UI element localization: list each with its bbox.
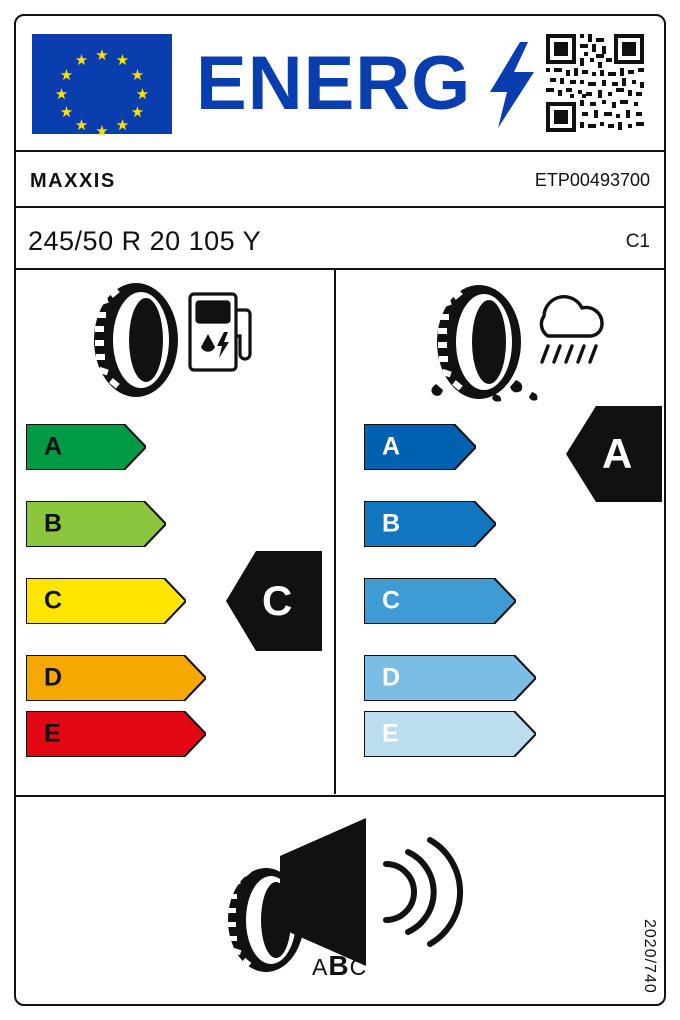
fuel-rating-letter: C bbox=[262, 577, 293, 624]
noise-unit: dB bbox=[339, 872, 364, 894]
divider-top bbox=[16, 150, 664, 152]
divider-brand bbox=[16, 206, 664, 208]
wet-bar-b-label: B bbox=[382, 509, 401, 538]
wet-bar-e-label: E bbox=[382, 719, 399, 748]
fuel-bar-d-label: D bbox=[44, 663, 63, 692]
divider-vertical bbox=[334, 270, 336, 794]
wet-bar-d-label: D bbox=[382, 663, 401, 692]
wet-bar-c-label: C bbox=[382, 586, 401, 615]
fuel-bar-b-label: B bbox=[44, 509, 63, 538]
noise-class-scale bbox=[312, 950, 367, 982]
tyre-class: C1 bbox=[625, 231, 650, 252]
noise-value: 72 bbox=[283, 866, 316, 898]
noise-class-a: A bbox=[312, 954, 329, 980]
fuel-bar-a-label: A bbox=[44, 432, 63, 461]
tyre-rain-cloud-icon bbox=[424, 280, 609, 408]
regulation-date: 2020/740 bbox=[641, 919, 658, 994]
tyre-size: 245/50 R 20 105 Y bbox=[28, 226, 262, 256]
qr-code-icon bbox=[546, 34, 644, 132]
eu-flag-icon: ★ ★ ★ ★ ★ ★ ★ ★ ★ ★ ★ ★ bbox=[32, 34, 172, 134]
lightning-bolt-icon bbox=[490, 42, 534, 128]
fuel-bar-c-label: C bbox=[44, 586, 63, 615]
tyre-fuel-pump-icon bbox=[88, 280, 263, 400]
noise-class-b: B bbox=[328, 950, 350, 981]
wet-bar-a bbox=[364, 424, 476, 470]
wet-bar-a-label: A bbox=[382, 432, 401, 461]
sku-code: ETP00493700 bbox=[534, 170, 650, 190]
brand-name: MAXXIS bbox=[30, 170, 116, 192]
divider-noise bbox=[16, 795, 664, 797]
noise-class-c: C bbox=[349, 954, 368, 980]
fuel-bar-e-label: E bbox=[44, 719, 61, 748]
wet-rating-letter: A bbox=[602, 430, 633, 477]
divider-size bbox=[16, 268, 664, 270]
page-title: ENERG bbox=[196, 41, 472, 126]
